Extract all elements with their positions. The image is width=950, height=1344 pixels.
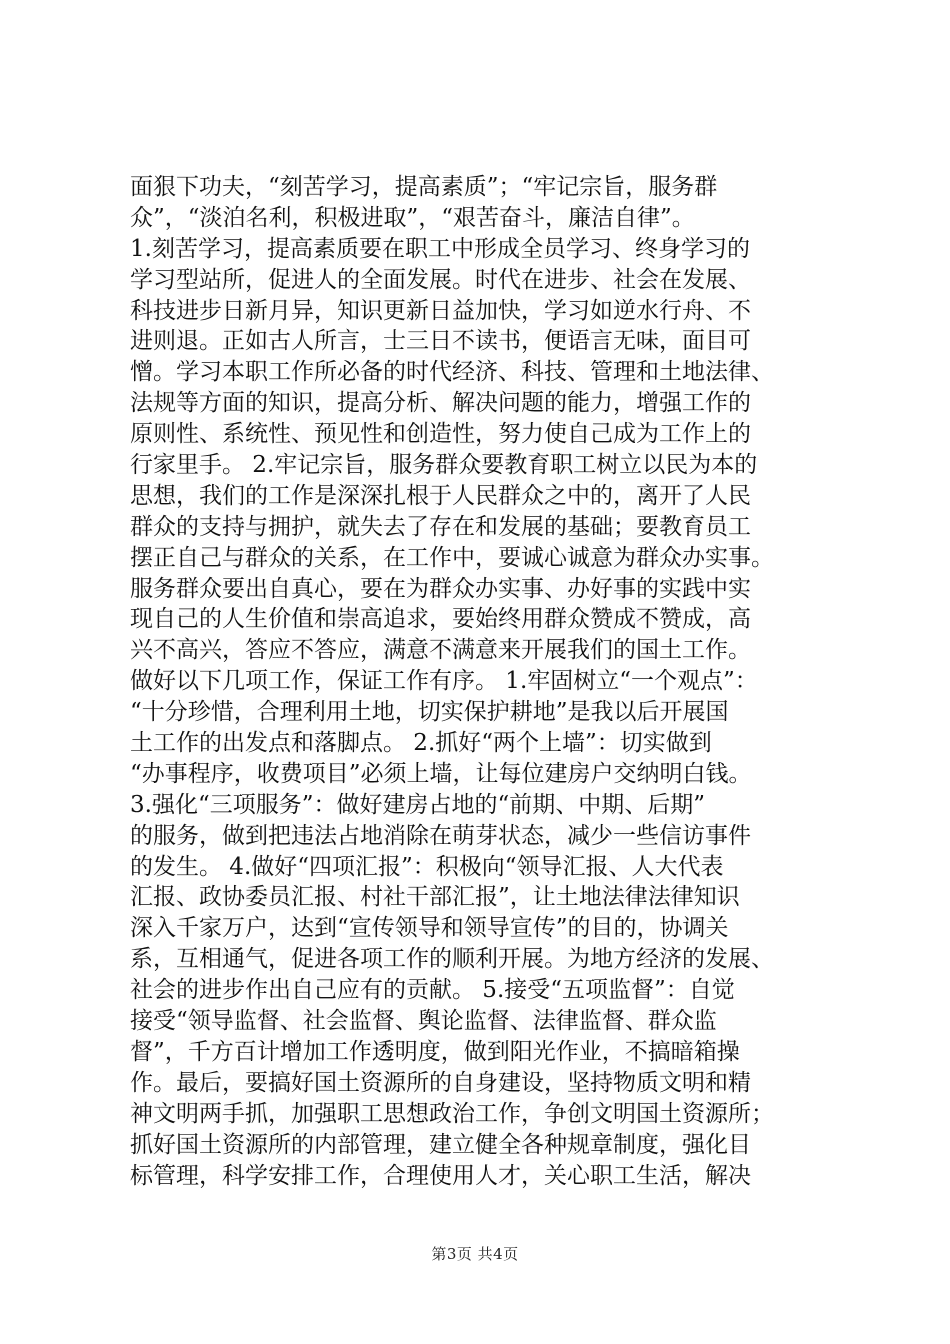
text-line: 社会的进步作出自己应有的贡献。 5.接受“五项监督”：自觉 xyxy=(130,977,735,1004)
text-line: 行家里手。 2.牢记宗旨，服务群众要教育职工树立以民为本的 xyxy=(130,452,758,479)
text-line: 标管理，科学安排工作，合理使用人才，关心职工生活，解决 xyxy=(130,1162,751,1189)
text-line: 神文明两手抓，加强职工思想政治工作，争创文明国土资源所； xyxy=(130,1100,774,1127)
text-line: 土工作的出发点和落脚点。 2.抓好“两个上墙”：切实做到 xyxy=(130,730,712,757)
text-line: 群众的支持与拥护，就失去了存在和发展的基础；要教育员工 xyxy=(130,513,751,540)
text-line: 众”，“淡泊名利，积极进取”，“艰苦奋斗，廉洁自律”。 xyxy=(130,204,695,231)
text-line: 进则退。正如古人所言，士三日不读书，便语言无味，面目可 xyxy=(130,328,751,355)
text-line: “办事程序，收费项目”必须上墙，让每位建房户交纳明白钱。 xyxy=(130,760,752,787)
text-line: 憎。学习本职工作所必备的时代经济、科技、管理和土地法律、 xyxy=(130,359,774,386)
text-line: 兴不高兴，答应不答应，满意不满意来开展我们的国土工作。 xyxy=(130,637,751,664)
text-line: 系，互相通气，促进各项工作的顺利开展。为地方经济的发展、 xyxy=(130,946,774,973)
text-line: 思想，我们的工作是深深扎根于人民群众之中的，离开了人民 xyxy=(130,482,751,509)
text-line: 深入千家万户，达到“宣传领导和领导宣传”的目的，协调关 xyxy=(130,915,729,942)
text-line: 服务群众要出自真心，要在为群众办实事、办好事的实践中实 xyxy=(130,575,751,602)
text-line: 学习型站所，促进人的全面发展。时代在进步、社会在发展、 xyxy=(130,266,751,293)
text-line: 面狠下功夫，“刻苦学习，提高素质”；“牢记宗旨，服务群 xyxy=(130,174,718,200)
text-line: 1.刻苦学习，提高素质要在职工中形成全员学习、终身学习的 xyxy=(130,235,750,262)
text-line: 科技进步日新月异，知识更新日益加快，学习如逆水行舟、不 xyxy=(130,297,751,324)
body-text xyxy=(130,172,830,1191)
text-line: 汇报、政协委员汇报、村社干部汇报”，让土地法律法律知识 xyxy=(130,884,740,911)
text-line: 摆正自己与群众的关系，在工作中，要诚心诚意为群众办实事。 xyxy=(130,544,774,571)
text-line: 的服务，做到把违法占地消除在萌芽状态，减少一些信访事件 xyxy=(130,822,751,849)
text-line: 督”，千方百计增加工作透明度，做到阳光作业，不搞暗箱操 xyxy=(130,1038,740,1065)
text-line: 原则性、系统性、预见性和创造性，努力使自己成为工作上的 xyxy=(130,421,751,448)
page-number-footer: 第3页 共4页 xyxy=(431,1245,519,1263)
text-line: 接受“领导监督、社会监督、舆论监督、法律监督、群众监 xyxy=(130,1008,717,1035)
text-line: 现自己的人生价值和崇高追求，要始终用群众赞成不赞成，高 xyxy=(130,606,751,633)
text-line: “十分珍惜，合理利用土地，切实保护耕地”是我以后开展国 xyxy=(130,699,729,726)
text-line: 抓好国土资源所的内部管理，建立健全各种规章制度，强化目 xyxy=(130,1131,751,1158)
text-line: 作。最后，要搞好国土资源所的自身建设，坚持物质文明和精 xyxy=(130,1069,751,1096)
text-line: 做好以下几项工作，保证工作有序。 1.牢固树立“一个观点”： xyxy=(130,668,758,695)
text-line: 的发生。 4.做好“四项汇报”：积极向“领导汇报、人大代表 xyxy=(130,853,724,880)
text-line: 3.强化“三项服务”：做好建房占地的“前期、中期、后期” xyxy=(130,791,705,818)
text-line: 法规等方面的知识，提高分析、解决问题的能力，增强工作的 xyxy=(130,390,751,417)
